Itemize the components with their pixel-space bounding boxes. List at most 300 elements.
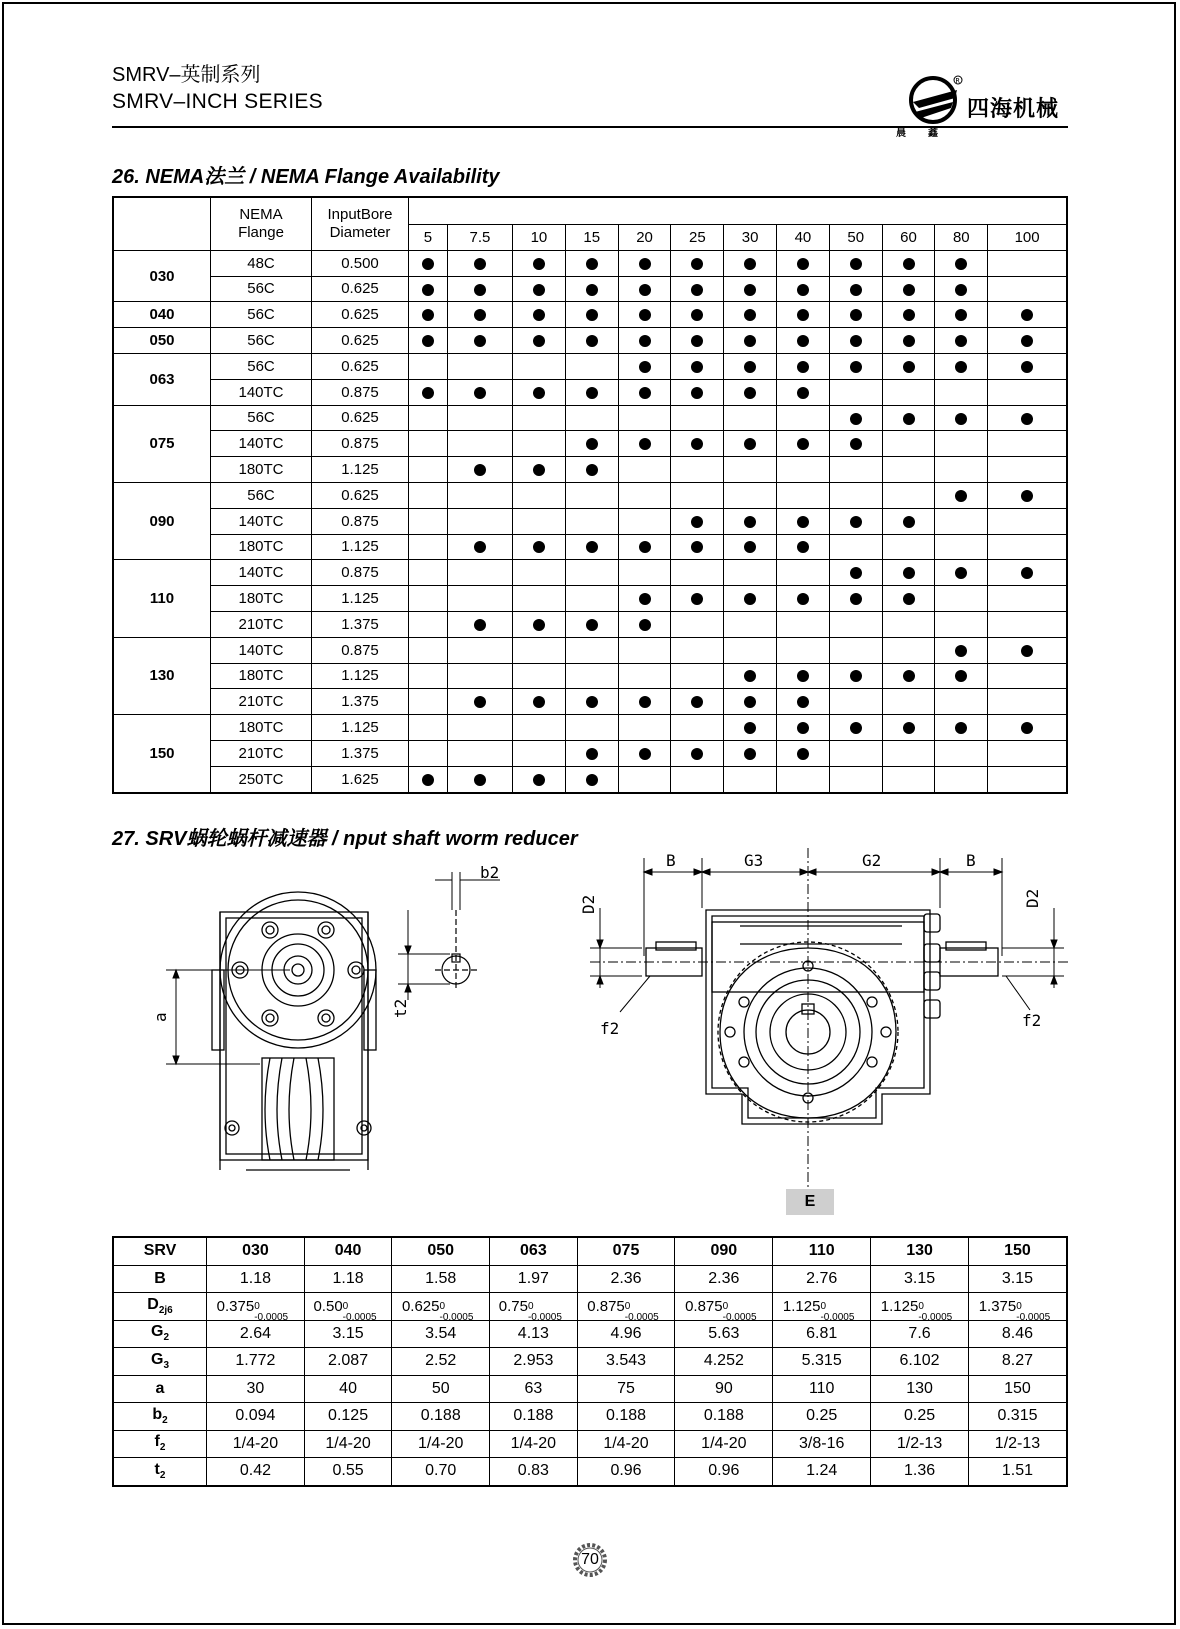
srv-dimension-table — [112, 1236, 1068, 1487]
available-dot-icon — [533, 258, 545, 270]
availability-cell — [777, 766, 830, 792]
available-dot-icon — [586, 541, 598, 553]
availability-cell — [513, 250, 566, 276]
value-cell: 0.25 — [871, 1403, 969, 1431]
availability-cell — [777, 740, 830, 766]
availability-cell — [988, 250, 1067, 276]
tolerance-lower: -0.0005 — [254, 1311, 289, 1323]
availability-cell — [565, 379, 618, 405]
flange-cell: 180TC — [211, 457, 312, 483]
available-dot-icon — [744, 722, 756, 734]
available-dot-icon — [422, 774, 434, 786]
availability-cell — [513, 328, 566, 354]
availability-cell — [618, 637, 671, 663]
availability-cell — [829, 766, 882, 792]
available-dot-icon — [474, 335, 486, 347]
availability-cell — [513, 689, 566, 715]
availability-cell — [671, 250, 724, 276]
value-text: 1.125 — [782, 1297, 821, 1315]
availability-cell — [829, 663, 882, 689]
available-dot-icon — [797, 541, 809, 553]
available-dot-icon — [586, 438, 598, 450]
view-label-e: E — [786, 1189, 834, 1215]
availability-cell — [618, 482, 671, 508]
available-dot-icon — [691, 438, 703, 450]
availability-cell — [724, 328, 777, 354]
availability-cell — [513, 740, 566, 766]
available-dot-icon — [903, 361, 915, 373]
ratio-header: 80 — [935, 225, 988, 251]
available-dot-icon — [850, 309, 862, 321]
available-dot-icon — [797, 258, 809, 270]
availability-cell — [777, 276, 830, 302]
available-dot-icon — [533, 309, 545, 321]
availability-cell — [935, 534, 988, 560]
value-cell: 3/8-16 — [773, 1430, 871, 1458]
available-dot-icon — [955, 670, 967, 682]
availability-cell — [829, 353, 882, 379]
size-header: 040 — [304, 1237, 391, 1265]
availability-cell — [618, 560, 671, 586]
table-row — [113, 534, 1067, 560]
table-row — [113, 1348, 1067, 1376]
available-dot-icon — [797, 361, 809, 373]
available-dot-icon — [691, 335, 703, 347]
availability-cell — [829, 611, 882, 637]
availability-cell — [882, 715, 935, 741]
availability-cell — [882, 276, 935, 302]
availability-cell — [565, 328, 618, 354]
value-cell — [773, 1293, 871, 1321]
availability-cell — [882, 379, 935, 405]
available-dot-icon — [850, 516, 862, 528]
available-dot-icon — [586, 774, 598, 786]
availability-cell — [777, 586, 830, 612]
availability-cell — [618, 534, 671, 560]
availability-cell — [935, 689, 988, 715]
availability-cell — [988, 405, 1067, 431]
available-dot-icon — [586, 335, 598, 347]
size-cell: 110 — [113, 560, 211, 637]
table-row — [113, 379, 1067, 405]
table-row — [113, 276, 1067, 302]
value-cell: 1.18 — [207, 1265, 305, 1293]
availability-cell — [513, 405, 566, 431]
ratio-header: 40 — [777, 225, 830, 251]
available-dot-icon — [586, 309, 598, 321]
dim-f2-right-label: f2 — [1022, 1011, 1042, 1030]
availability-cell — [409, 508, 448, 534]
value-cell: 3.15 — [304, 1320, 391, 1348]
available-dot-icon — [797, 438, 809, 450]
brand-name: 四海机械 — [967, 96, 1060, 121]
value-cell: 1.18 — [304, 1265, 391, 1293]
value-cell: 3.15 — [968, 1265, 1067, 1293]
size-cell: 090 — [113, 482, 211, 559]
available-dot-icon — [422, 284, 434, 296]
available-dot-icon — [691, 748, 703, 760]
value-cell: 6.81 — [773, 1320, 871, 1348]
availability-cell — [882, 689, 935, 715]
availability-cell — [988, 689, 1067, 715]
bore-cell: 1.125 — [312, 586, 409, 612]
availability-cell — [777, 663, 830, 689]
dim-d2-left-label: D2 — [579, 894, 598, 914]
availability-cell — [777, 534, 830, 560]
availability-cell — [777, 353, 830, 379]
available-dot-icon — [797, 309, 809, 321]
available-dot-icon — [1021, 722, 1033, 734]
value-cell: 1.97 — [490, 1265, 577, 1293]
table-row — [113, 1458, 1067, 1486]
tolerance-upper: 0 — [342, 1300, 349, 1312]
bore-cell: 1.625 — [312, 766, 409, 792]
availability-cell — [777, 431, 830, 457]
availability-cell — [882, 508, 935, 534]
table-row — [113, 611, 1067, 637]
availability-cell — [724, 353, 777, 379]
availability-cell — [565, 302, 618, 328]
availability-cell — [777, 611, 830, 637]
row-label — [113, 1375, 207, 1403]
available-dot-icon — [955, 361, 967, 373]
availability-cell — [447, 586, 512, 612]
available-dot-icon — [744, 593, 756, 605]
availability-cell — [513, 637, 566, 663]
row-label — [113, 1430, 207, 1458]
availability-cell — [618, 431, 671, 457]
value-cell: 2.36 — [577, 1265, 675, 1293]
availability-cell — [409, 457, 448, 483]
col-bore-header: InputBore Diameter — [312, 197, 409, 250]
availability-cell — [829, 689, 882, 715]
availability-cell — [618, 611, 671, 637]
value-cell: 1.772 — [207, 1348, 305, 1376]
value-cell: 3.543 — [577, 1348, 675, 1376]
available-dot-icon — [474, 774, 486, 786]
available-dot-icon — [586, 464, 598, 476]
availability-cell — [447, 457, 512, 483]
availability-cell — [724, 379, 777, 405]
tolerance-lower: -0.0005 — [342, 1311, 377, 1323]
row-label-main: G — [150, 1350, 164, 1368]
value-cell: 1.51 — [968, 1458, 1067, 1486]
available-dot-icon — [744, 516, 756, 528]
flange-cell: 56C — [211, 353, 312, 379]
available-dot-icon — [639, 258, 651, 270]
availability-cell — [513, 534, 566, 560]
availability-cell — [513, 353, 566, 379]
availability-cell — [988, 431, 1067, 457]
availability-cell — [882, 482, 935, 508]
availability-cell — [513, 457, 566, 483]
tolerance-lower: -0.0005 — [624, 1311, 659, 1323]
flange-cell: 180TC — [211, 534, 312, 560]
availability-cell — [777, 508, 830, 534]
value-cell: 1.58 — [392, 1265, 490, 1293]
availability-cell — [618, 508, 671, 534]
availability-cell — [882, 534, 935, 560]
tolerance-lower: -0.0005 — [918, 1311, 953, 1323]
value-cell: 8.27 — [968, 1348, 1067, 1376]
value-text: 0.50 — [313, 1297, 343, 1315]
availability-cell — [565, 457, 618, 483]
available-dot-icon — [533, 464, 545, 476]
flange-cell: 56C — [211, 328, 312, 354]
available-dot-icon — [691, 387, 703, 399]
value-cell: 4.96 — [577, 1320, 675, 1348]
available-dot-icon — [422, 258, 434, 270]
available-dot-icon — [533, 696, 545, 708]
available-dot-icon — [639, 619, 651, 631]
availability-cell — [618, 715, 671, 741]
row-label-main: G — [150, 1323, 164, 1341]
availability-cell — [882, 250, 935, 276]
table-row — [113, 457, 1067, 483]
available-dot-icon — [1021, 567, 1033, 579]
availability-cell — [447, 740, 512, 766]
brand-sub: 晨鑫 — [896, 128, 960, 139]
availability-cell — [513, 508, 566, 534]
availability-cell — [935, 457, 988, 483]
dim-t2-label: t2 — [391, 998, 410, 1018]
available-dot-icon — [797, 670, 809, 682]
ratio-header: 7.5 — [447, 225, 512, 251]
tolerance-upper: 0 — [527, 1300, 534, 1312]
value-cell: 1/4-20 — [577, 1430, 675, 1458]
availability-cell — [447, 276, 512, 302]
availability-cell — [988, 508, 1067, 534]
flange-cell: 140TC — [211, 560, 312, 586]
availability-cell — [565, 508, 618, 534]
availability-cell — [988, 534, 1067, 560]
availability-cell — [409, 637, 448, 663]
bore-cell: 1.125 — [312, 534, 409, 560]
availability-cell — [565, 431, 618, 457]
availability-cell — [565, 715, 618, 741]
row-label — [113, 1403, 207, 1431]
available-dot-icon — [639, 438, 651, 450]
availability-cell — [724, 663, 777, 689]
availability-cell — [935, 276, 988, 302]
availability-cell — [671, 328, 724, 354]
value-cell: 0.96 — [577, 1458, 675, 1486]
availability-cell — [829, 302, 882, 328]
availability-cell — [618, 353, 671, 379]
availability-cell — [935, 328, 988, 354]
availability-cell — [409, 740, 448, 766]
value-cell: 3.54 — [392, 1320, 490, 1348]
row-label — [113, 1265, 207, 1293]
available-dot-icon — [586, 748, 598, 760]
availability-cell — [935, 379, 988, 405]
value-cell: 0.188 — [392, 1403, 490, 1431]
availability-cell — [777, 560, 830, 586]
value-cell: 0.55 — [304, 1458, 391, 1486]
availability-cell — [447, 534, 512, 560]
value-text: 0.75 — [498, 1297, 528, 1315]
availability-cell — [447, 689, 512, 715]
availability-cell — [829, 740, 882, 766]
available-dot-icon — [797, 284, 809, 296]
value-cell — [577, 1293, 675, 1321]
available-dot-icon — [850, 284, 862, 296]
availability-cell — [671, 276, 724, 302]
availability-cell — [829, 482, 882, 508]
availability-cell — [513, 663, 566, 689]
value-cell: 0.96 — [675, 1458, 773, 1486]
availability-cell — [935, 482, 988, 508]
available-dot-icon — [850, 413, 862, 425]
value-text: 1.375 — [978, 1297, 1017, 1315]
availability-cell — [447, 302, 512, 328]
flange-cell: 250TC — [211, 766, 312, 792]
value-cell: 40 — [304, 1375, 391, 1403]
row-label — [113, 1458, 207, 1486]
availability-cell — [618, 405, 671, 431]
availability-cell — [618, 663, 671, 689]
available-dot-icon — [691, 593, 703, 605]
availability-cell — [988, 276, 1067, 302]
page-number-badge — [570, 1540, 610, 1580]
available-dot-icon — [586, 619, 598, 631]
series-title-en: SMRV–INCH SERIES — [112, 90, 323, 113]
available-dot-icon — [1021, 335, 1033, 347]
availability-cell — [565, 740, 618, 766]
availability-cell — [777, 457, 830, 483]
flange-cell: 56C — [211, 482, 312, 508]
bore-cell: 0.625 — [312, 276, 409, 302]
availability-cell — [829, 250, 882, 276]
available-dot-icon — [797, 722, 809, 734]
tolerance-upper: 0 — [254, 1300, 260, 1312]
tolerance-upper: 0 — [439, 1300, 446, 1312]
availability-cell — [565, 586, 618, 612]
availability-cell — [447, 482, 512, 508]
flange-cell: 180TC — [211, 715, 312, 741]
value-cell: 2.953 — [490, 1348, 577, 1376]
tolerance-lower: -0.0005 — [820, 1311, 855, 1323]
availability-cell — [409, 534, 448, 560]
ratio-header: 100 — [988, 225, 1067, 251]
availability-cell — [618, 689, 671, 715]
row-label-main: a — [155, 1379, 165, 1397]
availability-cell — [447, 637, 512, 663]
available-dot-icon — [744, 541, 756, 553]
flange-cell: 140TC — [211, 508, 312, 534]
bore-cell: 0.875 — [312, 508, 409, 534]
value-cell: 2.52 — [392, 1348, 490, 1376]
bore-cell: 1.375 — [312, 740, 409, 766]
availability-cell — [882, 560, 935, 586]
value-cell: 1/4-20 — [675, 1430, 773, 1458]
bore-cell: 1.125 — [312, 663, 409, 689]
reducer-front-view-drawing — [579, 848, 1070, 1188]
ratio-header: 10 — [513, 225, 566, 251]
availability-cell — [618, 250, 671, 276]
available-dot-icon — [533, 541, 545, 553]
bore-cell: 1.375 — [312, 611, 409, 637]
availability-cell — [671, 353, 724, 379]
availability-cell — [724, 715, 777, 741]
available-dot-icon — [955, 284, 967, 296]
available-dot-icon — [422, 309, 434, 321]
row-label-main: B — [154, 1269, 166, 1287]
available-dot-icon — [422, 335, 434, 347]
available-dot-icon — [903, 335, 915, 347]
flange-cell: 140TC — [211, 637, 312, 663]
tolerance-lower: -0.0005 — [527, 1311, 562, 1323]
available-dot-icon — [797, 593, 809, 605]
available-dot-icon — [903, 413, 915, 425]
availability-cell — [513, 302, 566, 328]
value-cell: 2.76 — [773, 1265, 871, 1293]
value-cell: 50 — [392, 1375, 490, 1403]
availability-cell — [671, 766, 724, 792]
ratio-header: 5 — [409, 225, 448, 251]
availability-cell — [724, 637, 777, 663]
availability-cell — [724, 405, 777, 431]
available-dot-icon — [797, 696, 809, 708]
availability-cell — [988, 560, 1067, 586]
size-cell: 050 — [113, 328, 211, 354]
table-row — [113, 405, 1067, 431]
availability-cell — [988, 457, 1067, 483]
value-cell: 4.13 — [490, 1320, 577, 1348]
availability-cell — [513, 276, 566, 302]
value-cell: 3.15 — [871, 1265, 969, 1293]
value-text: 1.125 — [880, 1297, 919, 1315]
flange-cell: 210TC — [211, 740, 312, 766]
availability-cell — [882, 663, 935, 689]
availability-cell — [988, 715, 1067, 741]
available-dot-icon — [1021, 309, 1033, 321]
available-dot-icon — [533, 284, 545, 296]
value-cell: 2.087 — [304, 1348, 391, 1376]
size-header: 150 — [968, 1237, 1067, 1265]
availability-cell — [409, 766, 448, 792]
available-dot-icon — [639, 361, 651, 373]
available-dot-icon — [903, 258, 915, 270]
available-dot-icon — [744, 258, 756, 270]
tolerance-lower: -0.0005 — [722, 1311, 757, 1323]
flange-cell: 56C — [211, 405, 312, 431]
available-dot-icon — [586, 258, 598, 270]
availability-cell — [829, 457, 882, 483]
table-row — [113, 1293, 1067, 1321]
bore-cell: 1.125 — [312, 457, 409, 483]
availability-cell — [882, 766, 935, 792]
available-dot-icon — [639, 284, 651, 296]
table-row — [113, 586, 1067, 612]
availability-cell — [935, 353, 988, 379]
flange-cell: 48C — [211, 250, 312, 276]
value-cell — [392, 1293, 490, 1321]
availability-cell — [513, 715, 566, 741]
available-dot-icon — [1021, 490, 1033, 502]
availability-cell — [829, 379, 882, 405]
availability-cell — [671, 457, 724, 483]
availability-cell — [829, 405, 882, 431]
availability-cell — [988, 611, 1067, 637]
availability-cell — [777, 302, 830, 328]
availability-cell — [935, 508, 988, 534]
available-dot-icon — [586, 696, 598, 708]
size-header: 090 — [675, 1237, 773, 1265]
value-cell: 0.83 — [490, 1458, 577, 1486]
available-dot-icon — [639, 309, 651, 321]
bore-cell: 0.625 — [312, 405, 409, 431]
